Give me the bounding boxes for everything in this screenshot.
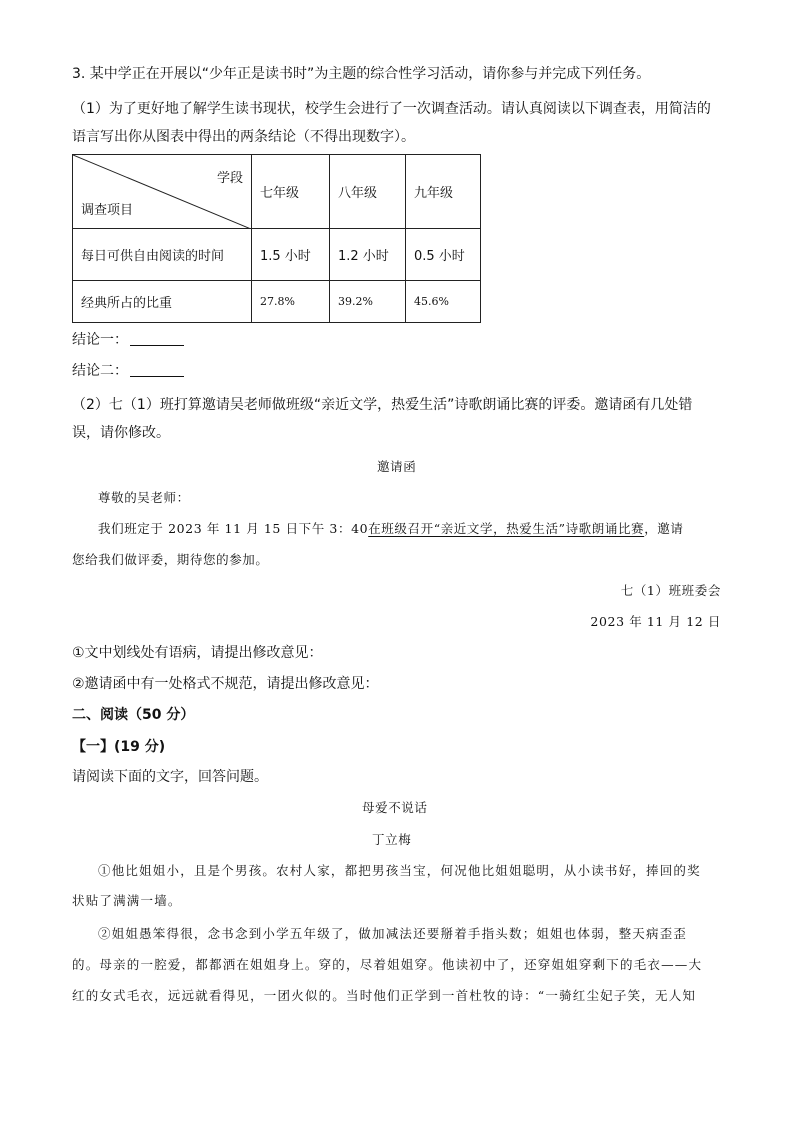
cell-value: 0.5 小时: [406, 229, 481, 281]
conclusion-1-label: 结论一：: [72, 332, 128, 348]
part-heading: 【一】(19 分): [72, 739, 166, 755]
question2-line2: 误，请你修改。: [72, 425, 170, 441]
paragraph-1-line1: ①他比姐姐小，且是个男孩。农村人家，都把男孩当宝，何况他比姐姐聪明，从小读书好，捧回的奖: [98, 863, 701, 878]
cell-value: 27.8%: [252, 281, 330, 323]
cell-value: 1.5 小时: [252, 229, 330, 281]
subquestion-1: ①文中划线处有语病，请提出修改意见：: [72, 645, 323, 661]
article-title: 母爱不说话: [362, 800, 428, 815]
article-author: 丁立梅: [372, 832, 412, 847]
paragraph-1-line2: 状贴了满满一墙。: [72, 893, 182, 908]
grade-header-7: 七年级: [252, 155, 330, 229]
cell-value: 1.2 小时: [330, 229, 406, 281]
conclusion-2-label: 结论二：: [72, 363, 128, 379]
row-item-classics-ratio: 经典所占的比重: [73, 281, 252, 323]
letter-body-text: ，邀请: [644, 521, 684, 536]
conclusion-2: [72, 361, 184, 381]
letter-body-line2: 您给我们做评委，期待您的参加。: [72, 552, 269, 567]
conclusion-1: [72, 330, 184, 350]
question2-line1: （2）七（1）班打算邀请吴老师做班级“亲近文学，热爱生活”诗歌朗诵比赛的评委。邀请函有几处错: [72, 397, 693, 413]
paragraph-2-line2: 的。母亲的一腔爱，都都洒在姐姐身上。穿的，尽着姐姐穿。他读初中了，还穿姐姐穿剩下的毛衣——大: [72, 957, 703, 972]
letter-body-line1: [98, 519, 684, 537]
letter-salutation: 尊敬的吴老师：: [98, 490, 190, 505]
paragraph-2-line1: ②姐姐愚笨得很，念书念到小学五年级了，做加减法还要掰着手指头数；姐姐也体弱，整天病歪歪: [98, 926, 688, 941]
reading-instruction: 请阅读下面的文字，回答问题。: [72, 769, 268, 785]
cell-value: 39.2%: [330, 281, 406, 323]
subquestion-2: ②邀请函中有一处格式不规范，请提出修改意见：: [72, 676, 379, 692]
letter-date: 2023 年 11 月 12 日: [590, 614, 721, 629]
paragraph-2-line3: 红的女式毛衣，远远就看得见，一团火似的。当时他们正学到一首杜牧的诗：“一骑红尘妃子笑，无人知: [72, 988, 697, 1003]
grade-header-9: 九年级: [406, 155, 481, 229]
question1-line2: 语言写出你从图表中得出的两条结论（不得出现数字）。: [72, 129, 415, 145]
letter-signature: 七（1）班班委会: [620, 583, 721, 598]
letter-title: 邀请函: [377, 459, 417, 474]
cell-value: 45.6%: [406, 281, 481, 323]
corner-label-item: 调查项目: [81, 203, 134, 218]
letter-body-text: 我们班定于 2023 年 11 月 15 日下午 3：40: [98, 521, 369, 536]
task3-intro: 3. 某中学正在开展以“少年正是读书时”为主题的综合性学习活动，请你参与并完成下列任务。: [72, 66, 651, 82]
table-row: [73, 229, 481, 281]
table-row: [73, 281, 481, 323]
question1-line1: （1）为了更好地了解学生读书现状，校学生会进行了一次调查活动。请认真阅读以下调查表，用简洁的: [72, 101, 711, 117]
survey-table: [72, 154, 481, 323]
row-item-reading-time: 每日可供自由阅读的时间: [73, 229, 252, 281]
table-corner-cell: [73, 155, 252, 229]
letter-underlined-sentence: 在班级召开“亲近文学，热爱生活”诗歌朗诵比赛: [368, 521, 645, 536]
answer-blank-2[interactable]: [130, 362, 184, 377]
section-heading: 二、阅读（50 分）: [72, 707, 195, 723]
answer-blank-1[interactable]: [130, 331, 184, 346]
corner-label-grade: 学段: [216, 171, 243, 186]
grade-header-8: 八年级: [330, 155, 406, 229]
